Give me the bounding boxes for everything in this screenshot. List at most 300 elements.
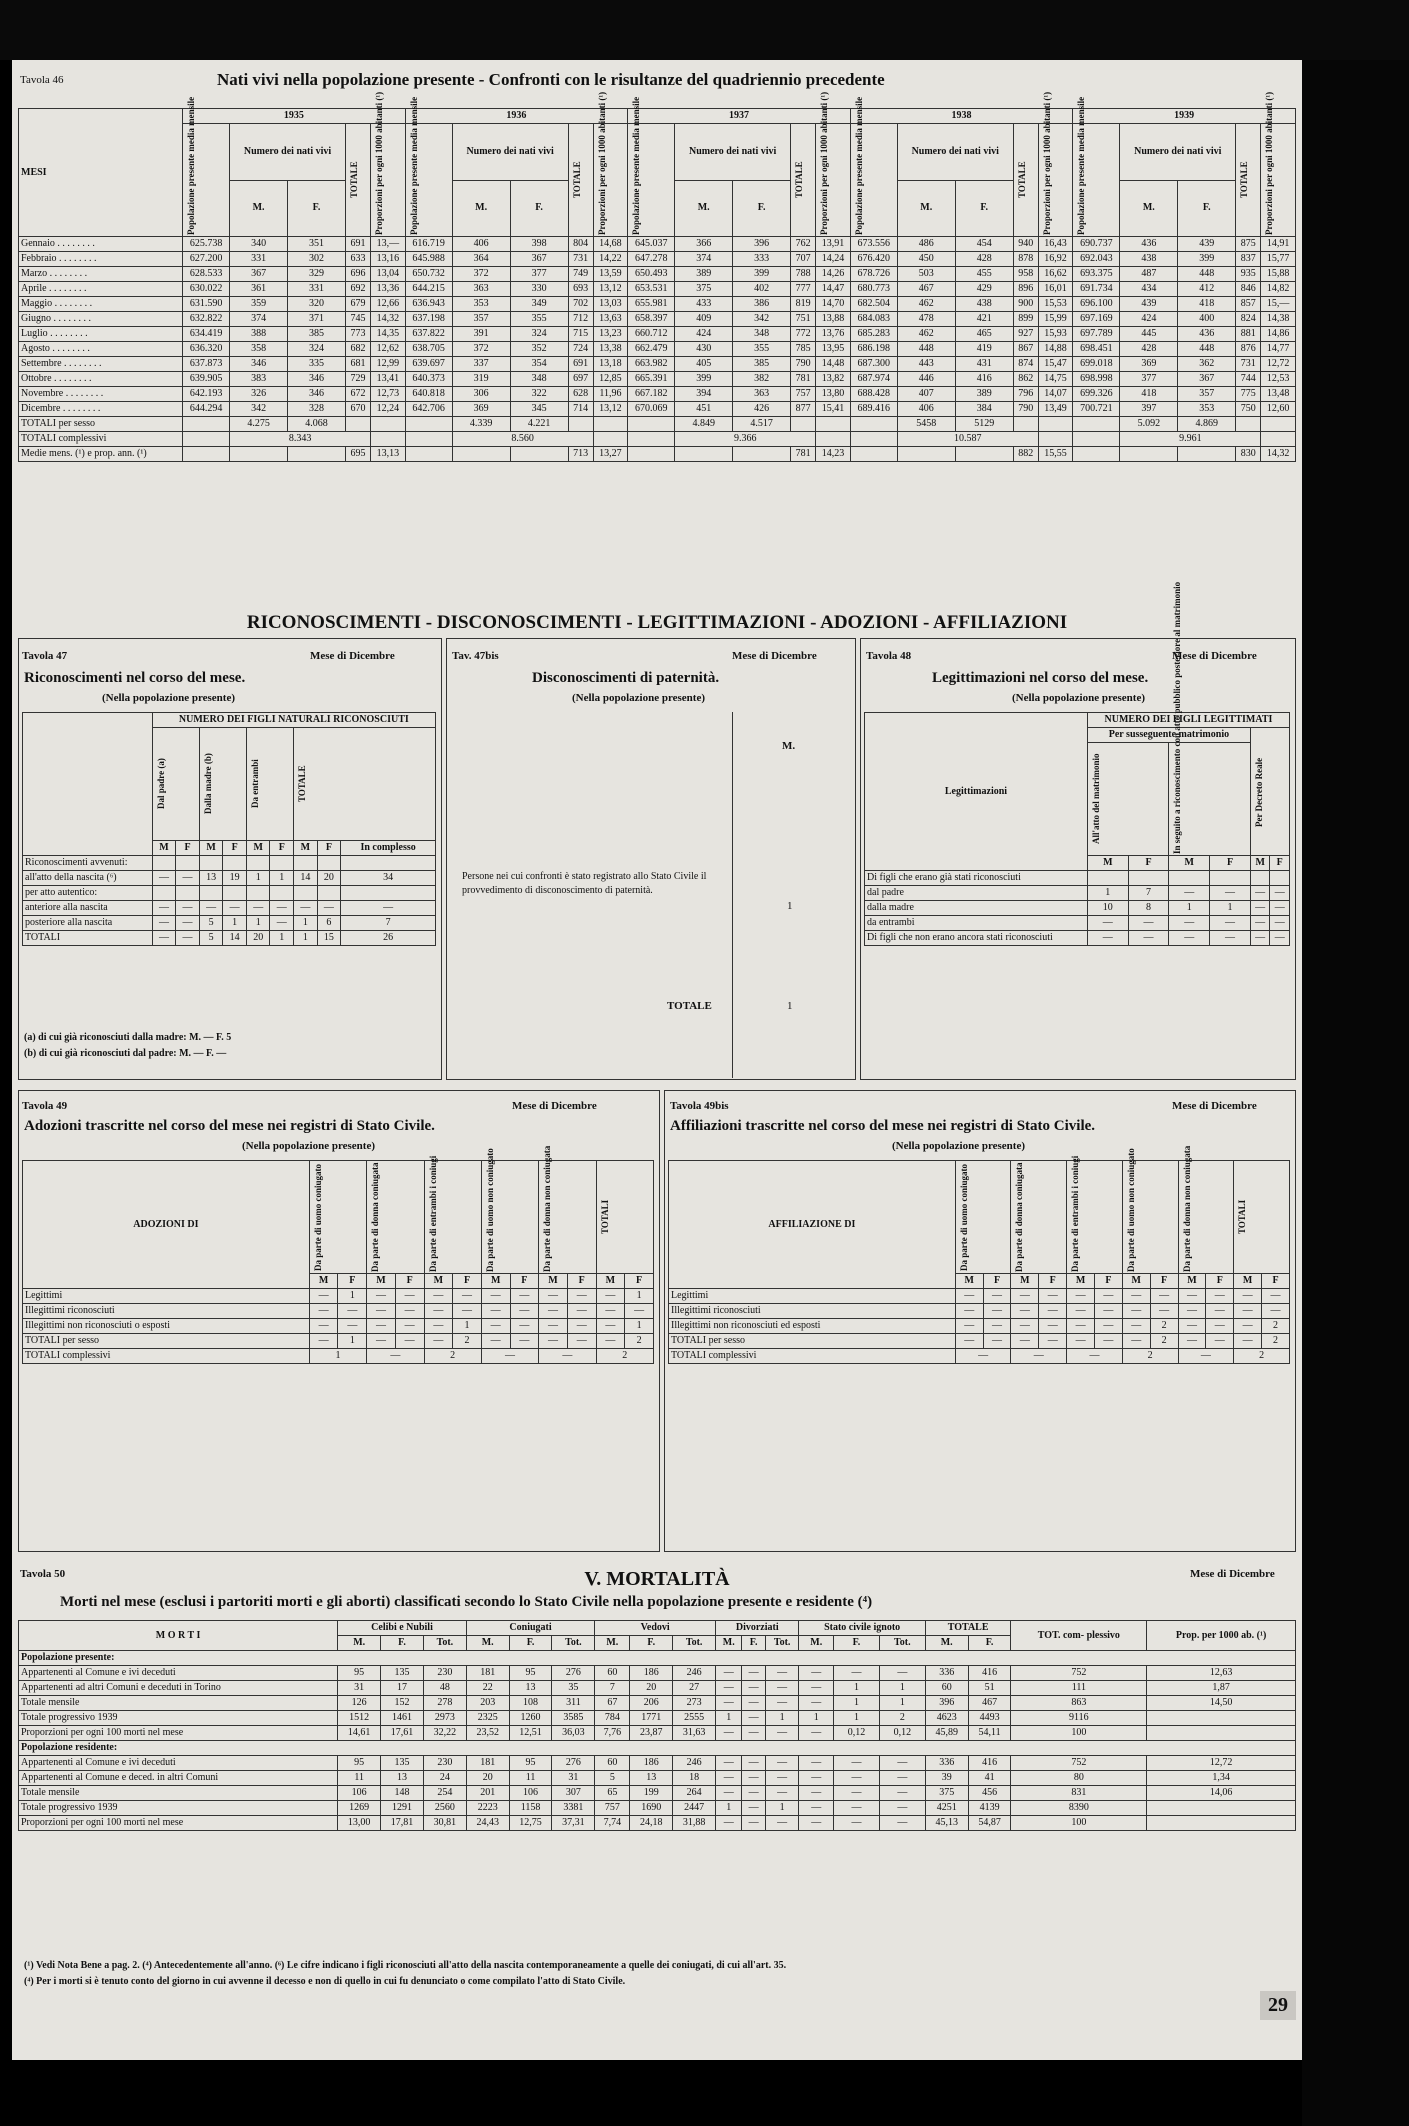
t49-row-label: TOTALI complessivi bbox=[23, 1349, 310, 1364]
t47-mf-3: F bbox=[223, 841, 247, 856]
t46-row bbox=[19, 312, 1296, 327]
t50-row-label: Proporzioni per ogni 100 morti nel mese bbox=[19, 1726, 338, 1741]
t50-mft-1: F. bbox=[381, 1636, 424, 1651]
t46-cell: 426 bbox=[733, 402, 791, 417]
t46-medie-prop: 13,27 bbox=[593, 447, 628, 462]
t46-cell: 13,49 bbox=[1038, 402, 1073, 417]
t50-cell: — bbox=[742, 1681, 765, 1696]
t46-cell: 397 bbox=[1120, 402, 1178, 417]
document-page bbox=[12, 60, 1302, 2060]
t49-cell: — bbox=[309, 1289, 338, 1304]
t46-cell: 691.734 bbox=[1073, 282, 1120, 297]
t46-cell: 342 bbox=[733, 312, 791, 327]
t49bis-cell: — bbox=[1234, 1334, 1262, 1349]
t49bis-cell: — bbox=[955, 1334, 983, 1349]
t47-note-b: (b) di cui già riconosciuti dal padre: M. — F. — bbox=[24, 1048, 227, 1059]
t46-cell: 13,36 bbox=[371, 282, 406, 297]
t46-prop-header bbox=[816, 91, 851, 237]
t50-table bbox=[18, 1620, 1296, 1831]
t46-cell: 697 bbox=[568, 372, 593, 387]
t46-cell: 340 bbox=[230, 237, 288, 252]
t46-cell: 698.998 bbox=[1073, 372, 1120, 387]
t46-cell: 702 bbox=[568, 297, 593, 312]
t50-cell: 13 bbox=[381, 1771, 424, 1786]
t46-cell: 394 bbox=[675, 387, 733, 402]
t47-cell bbox=[317, 886, 341, 901]
t49-row-label: TOTALI per sesso bbox=[23, 1334, 310, 1349]
t46-cell: 773 bbox=[345, 327, 370, 342]
t50-cell: 27 bbox=[673, 1681, 716, 1696]
t49-cell: — bbox=[309, 1304, 338, 1319]
t48-cell: — bbox=[1169, 916, 1210, 931]
t46-cell: 342 bbox=[230, 402, 288, 417]
t49-col-2 bbox=[424, 1155, 481, 1274]
t46-empty bbox=[850, 432, 897, 447]
t50-cell: 863 bbox=[1011, 1696, 1147, 1711]
t46-cell: 751 bbox=[791, 312, 816, 327]
t47-cell: — bbox=[176, 916, 200, 931]
t46-empty bbox=[955, 447, 1013, 462]
t49-mf-4: M bbox=[424, 1274, 453, 1289]
t50-mft-11: Tot. bbox=[765, 1636, 799, 1651]
t47-cell: — bbox=[270, 916, 294, 931]
t46-cell: 462 bbox=[897, 297, 955, 312]
t46-cell: 772 bbox=[791, 327, 816, 342]
t50-cell: — bbox=[742, 1696, 765, 1711]
t49-cell: — bbox=[309, 1334, 338, 1349]
t48-mf-4: M bbox=[1250, 856, 1270, 871]
t46-cell: 13,59 bbox=[593, 267, 628, 282]
t46-cell: 16,62 bbox=[1038, 267, 1073, 282]
t50-row-label: Appartenenti al Comune e ivi deceduti bbox=[19, 1666, 338, 1681]
t46-medie-mens: 830 bbox=[1236, 447, 1261, 462]
t46-cell: 636.943 bbox=[405, 297, 452, 312]
t46-cell: 638.705 bbox=[405, 342, 452, 357]
t50-cell: 106 bbox=[338, 1786, 381, 1801]
t49-cell: — bbox=[395, 1334, 424, 1349]
t50-mft-3: M. bbox=[466, 1636, 509, 1651]
t50-cell bbox=[1147, 1711, 1296, 1726]
t46-cell: 438 bbox=[955, 297, 1013, 312]
t48-cell bbox=[1270, 871, 1290, 886]
t46-cell: 881 bbox=[1236, 327, 1261, 342]
t46-cell: 724 bbox=[568, 342, 593, 357]
t46-cell: 322 bbox=[510, 387, 568, 402]
t46-cell: 687.974 bbox=[850, 372, 897, 387]
t49-col-3-text: Da parte di uomo non coniugato bbox=[484, 1148, 495, 1272]
t46-cell: 436 bbox=[1178, 327, 1236, 342]
t50-cell: 467 bbox=[968, 1696, 1011, 1711]
t46-cell: 12,72 bbox=[1261, 357, 1296, 372]
t47-cell bbox=[152, 886, 176, 901]
t46-cell: 642.193 bbox=[183, 387, 230, 402]
t46-cell: 330 bbox=[510, 282, 568, 297]
t50-cell: 336 bbox=[925, 1756, 968, 1771]
t50-row-label: Totale progressivo 1939 bbox=[19, 1711, 338, 1726]
t48-cell: 1 bbox=[1210, 901, 1251, 916]
t50-group-2: Vedovi bbox=[595, 1621, 716, 1636]
t50-cell: 60 bbox=[595, 1666, 630, 1681]
t46-cell: 462 bbox=[897, 327, 955, 342]
t49bis-mf-2: M bbox=[1011, 1274, 1039, 1289]
t46-cell: 398 bbox=[510, 237, 568, 252]
t50-cell: — bbox=[799, 1666, 834, 1681]
t46-cell: 399 bbox=[733, 267, 791, 282]
t50-cell: 1690 bbox=[630, 1801, 673, 1816]
t46-cell: 715 bbox=[568, 327, 593, 342]
t50-cell: 95 bbox=[338, 1756, 381, 1771]
t46-cell: 319 bbox=[452, 372, 510, 387]
t46-empty bbox=[1236, 417, 1261, 432]
t48-row-label: da entrambi bbox=[865, 916, 1088, 931]
t46-cell: 676.420 bbox=[850, 252, 897, 267]
t46-cell: 384 bbox=[955, 402, 1013, 417]
t50-mft-5: Tot. bbox=[552, 1636, 595, 1651]
t47-cell: 1 bbox=[270, 871, 294, 886]
t49bis-col-5-text: TOTALI bbox=[1237, 1199, 1248, 1235]
t49bis-title: Affiliazioni trascritte nel corso del mese nei registri di Stato Civile. bbox=[670, 1118, 1096, 1134]
t50-cell: 181 bbox=[466, 1756, 509, 1771]
t50-cell: 186 bbox=[630, 1756, 673, 1771]
t48-subtitle: (Nella popolazione presente) bbox=[1012, 692, 1146, 704]
t46-tot-compl: 9.961 bbox=[1120, 432, 1261, 447]
t49-mf-11: F bbox=[625, 1274, 654, 1289]
t49bis-cell: — bbox=[1178, 1334, 1206, 1349]
t46-tot-sesso-f: 4.869 bbox=[1178, 417, 1236, 432]
t50-cell: — bbox=[799, 1681, 834, 1696]
t48-cell: — bbox=[1087, 931, 1128, 946]
t50-mft-15: M. bbox=[925, 1636, 968, 1651]
t46-cell: 749 bbox=[568, 267, 593, 282]
t50-cell: 2 bbox=[879, 1711, 925, 1726]
t50-cell: 0,12 bbox=[834, 1726, 880, 1741]
t46-cell: 697.169 bbox=[1073, 312, 1120, 327]
t46-cell: 13,12 bbox=[593, 402, 628, 417]
t50-cell: 13 bbox=[630, 1771, 673, 1786]
t49bis-col-4 bbox=[1178, 1145, 1234, 1274]
t47-cell: — bbox=[317, 901, 341, 916]
t49bis-mf-4: M bbox=[1067, 1274, 1095, 1289]
t48-mf-1: F bbox=[1128, 856, 1169, 871]
t46-pop-header bbox=[1073, 96, 1120, 237]
t47-col-2-text: Da entrambi bbox=[249, 759, 260, 809]
t50-cell: 1 bbox=[716, 1711, 742, 1726]
t47-cell: — bbox=[294, 901, 318, 916]
t46-cell: 692.043 bbox=[1073, 252, 1120, 267]
t49bis-cell: — bbox=[1262, 1289, 1290, 1304]
t46-cell: 424 bbox=[1120, 312, 1178, 327]
t46-row bbox=[19, 387, 1296, 402]
t50-cell: 11 bbox=[509, 1771, 552, 1786]
t50-cell: 100 bbox=[1011, 1726, 1147, 1741]
t50-cell: 7,74 bbox=[595, 1816, 630, 1831]
t49-col-5 bbox=[596, 1161, 653, 1274]
t49bis-col-1-text: Da parte di donna coniugata bbox=[1014, 1162, 1025, 1272]
t46-cell: 12,73 bbox=[371, 387, 406, 402]
t50-cell: 12,72 bbox=[1147, 1756, 1296, 1771]
t46-cell: 362 bbox=[1178, 357, 1236, 372]
t46-cell: 678.726 bbox=[850, 267, 897, 282]
t50-cell: 22 bbox=[466, 1681, 509, 1696]
t50-cell: — bbox=[716, 1666, 742, 1681]
t49-cell: 2 bbox=[453, 1334, 482, 1349]
t46-cell: 13,18 bbox=[593, 357, 628, 372]
t49bis-cell: — bbox=[1011, 1349, 1067, 1364]
t47-cell: 26 bbox=[341, 931, 436, 946]
t46-prop-header bbox=[371, 91, 406, 237]
t49-cell: — bbox=[481, 1334, 510, 1349]
t48-mf-3: F bbox=[1210, 856, 1251, 871]
t46-cell: 357 bbox=[1178, 387, 1236, 402]
t46-f-header: F. bbox=[733, 180, 791, 237]
t46-cell: 446 bbox=[897, 372, 955, 387]
band-title: RICONOSCIMENTI - DISCONOSCIMENTI - LEGITTIMAZIONI - ADOZIONI - AFFILIAZIONI bbox=[246, 612, 1068, 633]
t46-title: Nati vivi nella popolazione presente - Confronti con le risultanze del quadriennio precedente bbox=[217, 70, 885, 89]
t50-row-label: Appartenenti al Comune e deced. in altri Comuni bbox=[19, 1771, 338, 1786]
t50-cell: 2447 bbox=[673, 1801, 716, 1816]
t49bis-row-label: Illegittimi riconosciuti bbox=[669, 1304, 956, 1319]
t49-cell: 1 bbox=[625, 1289, 654, 1304]
t47-label: Tavola 47 bbox=[22, 650, 68, 662]
t49-cell: — bbox=[539, 1304, 568, 1319]
t46-cell: 630.022 bbox=[183, 282, 230, 297]
t50-cell: 31,88 bbox=[673, 1816, 716, 1831]
t50-cell: 278 bbox=[423, 1696, 466, 1711]
t47-cell: 13 bbox=[199, 871, 223, 886]
t46-cell: 424 bbox=[675, 327, 733, 342]
t46-cell: 631.590 bbox=[183, 297, 230, 312]
t46-tot-compl: 9.366 bbox=[675, 432, 816, 447]
t46-cell: 662.479 bbox=[628, 342, 675, 357]
t47-subtitle: (Nella popolazione presente) bbox=[102, 692, 236, 704]
t47bis-val: 1 bbox=[787, 900, 793, 912]
t49bis-mf-0: M bbox=[955, 1274, 983, 1289]
t46-cell: 400 bbox=[1178, 312, 1236, 327]
t50-cell: — bbox=[716, 1816, 742, 1831]
t46-cell: 637.873 bbox=[183, 357, 230, 372]
t47-cell: 5 bbox=[199, 931, 223, 946]
t46-pop-header-text: Popolazione presente media mensile bbox=[408, 96, 419, 235]
t46-year-1935: 1935 bbox=[183, 109, 406, 124]
t46-cell: 686.198 bbox=[850, 342, 897, 357]
t46-cell: 13,04 bbox=[371, 267, 406, 282]
t46-cell: 13,95 bbox=[816, 342, 851, 357]
t46-year-1938: 1938 bbox=[850, 109, 1073, 124]
page-number: 29 bbox=[1260, 1991, 1296, 2020]
t46-cell: 465 bbox=[955, 327, 1013, 342]
t46-cell: 416 bbox=[955, 372, 1013, 387]
t46-cell: 693 bbox=[568, 282, 593, 297]
t47-cell bbox=[199, 886, 223, 901]
t46-cell: 647.278 bbox=[628, 252, 675, 267]
t49bis-cell: — bbox=[1206, 1289, 1234, 1304]
t46-m-header: M. bbox=[1120, 180, 1178, 237]
t47-cell: 34 bbox=[341, 871, 436, 886]
t46-empty bbox=[510, 447, 568, 462]
t48-cell: — bbox=[1128, 931, 1169, 946]
t46-cell: 645.988 bbox=[405, 252, 452, 267]
t46-empty bbox=[897, 447, 955, 462]
t50-cell: 757 bbox=[595, 1801, 630, 1816]
t46-cell: 438 bbox=[1120, 252, 1178, 267]
t46-prop-header-text: Proporzioni per ogni 1000 abitanti (¹) bbox=[1264, 91, 1275, 235]
t46-cell: 700.721 bbox=[1073, 402, 1120, 417]
t50-cell: 1 bbox=[765, 1801, 799, 1816]
t47-group: NUMERO DEI FIGLI NATURALI RICONOSCIUTI bbox=[152, 713, 435, 728]
t50-cell: — bbox=[742, 1801, 765, 1816]
t50-mft-14: Tot. bbox=[879, 1636, 925, 1651]
t46-cell: 421 bbox=[955, 312, 1013, 327]
t50-cell: 8390 bbox=[1011, 1801, 1147, 1816]
t46-cell: 16,43 bbox=[1038, 237, 1073, 252]
t46-cell: 13,38 bbox=[593, 342, 628, 357]
t48-cell: — bbox=[1169, 886, 1210, 901]
t47-cell bbox=[246, 856, 270, 871]
t50-cell: — bbox=[879, 1756, 925, 1771]
t46-cell: 375 bbox=[675, 282, 733, 297]
t50-cell: 784 bbox=[595, 1711, 630, 1726]
t48-cell bbox=[1128, 871, 1169, 886]
t50-cell: — bbox=[765, 1816, 799, 1831]
t46-cell: 431 bbox=[955, 357, 1013, 372]
t46-empty bbox=[405, 432, 452, 447]
t46-prop-header-text: Proporzioni per ogni 1000 abitanti (¹) bbox=[596, 91, 607, 235]
t49-cell: — bbox=[510, 1319, 539, 1334]
t50-cell: — bbox=[716, 1771, 742, 1786]
t50-mft-0: M. bbox=[338, 1636, 381, 1651]
t46-cell: 16,92 bbox=[1038, 252, 1073, 267]
t47-cell: 1 bbox=[294, 916, 318, 931]
t46-empty bbox=[1261, 432, 1296, 447]
t49bis-cell: — bbox=[1039, 1319, 1067, 1334]
t47-cell bbox=[270, 886, 294, 901]
t47-col-0 bbox=[152, 728, 199, 841]
t46-cell: 699.018 bbox=[1073, 357, 1120, 372]
t46-cell: 399 bbox=[675, 372, 733, 387]
t46-cell: 650.732 bbox=[405, 267, 452, 282]
t49bis-cell: 2 bbox=[1234, 1349, 1290, 1364]
t46-cell: 430 bbox=[675, 342, 733, 357]
t48-cell: — bbox=[1210, 931, 1251, 946]
t50-cell: 246 bbox=[673, 1666, 716, 1681]
t46-cell: 625.738 bbox=[183, 237, 230, 252]
t47-cell bbox=[176, 886, 200, 901]
t46-tot-sesso-m: 5.092 bbox=[1120, 417, 1178, 432]
t47-cell: 19 bbox=[223, 871, 247, 886]
t50-cell: 135 bbox=[381, 1756, 424, 1771]
t49bis-cell: 2 bbox=[1262, 1334, 1290, 1349]
t50-cell: 752 bbox=[1011, 1756, 1147, 1771]
t50-cell: 3381 bbox=[552, 1801, 595, 1816]
t49-cell: — bbox=[424, 1304, 453, 1319]
t49-cell: — bbox=[424, 1319, 453, 1334]
t46-cell: 627.200 bbox=[183, 252, 230, 267]
t49-label: Tavola 49 bbox=[22, 1100, 68, 1112]
t46-cell: 899 bbox=[1013, 312, 1038, 327]
t49-col-3 bbox=[481, 1148, 538, 1274]
t46-cell: 377 bbox=[510, 267, 568, 282]
t49-cell: — bbox=[596, 1304, 625, 1319]
t49bis-cell: 2 bbox=[1150, 1319, 1178, 1334]
t50-mft-2: Tot. bbox=[423, 1636, 466, 1651]
t49-cell: — bbox=[510, 1289, 539, 1304]
t48-row-label: dalla madre bbox=[865, 901, 1088, 916]
t50-cell: 264 bbox=[673, 1786, 716, 1801]
t49bis-cell: — bbox=[983, 1289, 1011, 1304]
t46-tot-header-text: TOTALE bbox=[1239, 161, 1250, 199]
t50-cell: — bbox=[879, 1786, 925, 1801]
t49-cell: — bbox=[539, 1334, 568, 1349]
t46-month: Agosto . . . . . . . . bbox=[19, 342, 183, 357]
t47-row-label: posteriore alla nascita bbox=[23, 916, 153, 931]
t50-group-4: Stato civile ignoto bbox=[799, 1621, 925, 1636]
t47-cell bbox=[246, 886, 270, 901]
t46-cell: 14,68 bbox=[593, 237, 628, 252]
t46-row bbox=[19, 252, 1296, 267]
t49bis-col-4-text: Da parte di donna non coniugata bbox=[1181, 1145, 1192, 1272]
t50-cell: — bbox=[799, 1756, 834, 1771]
t46-pop-header-text: Popolazione presente media mensile bbox=[186, 96, 197, 235]
t46-cell: 399 bbox=[1178, 252, 1236, 267]
t46-cell: 796 bbox=[1013, 387, 1038, 402]
t49-cell: — bbox=[539, 1319, 568, 1334]
t46-cell: 689.416 bbox=[850, 402, 897, 417]
t46-cell: 455 bbox=[955, 267, 1013, 282]
t50-cell: 307 bbox=[552, 1786, 595, 1801]
t46-tot-compl-label: TOTALI complessivi bbox=[19, 432, 183, 447]
t46-cell: 382 bbox=[733, 372, 791, 387]
t50-cell: — bbox=[765, 1771, 799, 1786]
t46-pop-header-text: Popolazione presente media mensile bbox=[631, 96, 642, 235]
t46-empty bbox=[1073, 447, 1120, 462]
t46-medie-mens: 695 bbox=[345, 447, 370, 462]
t50-cell: 7,76 bbox=[595, 1726, 630, 1741]
t49-cell: 1 bbox=[309, 1349, 366, 1364]
t48-cell bbox=[1169, 871, 1210, 886]
t50-cell: — bbox=[765, 1681, 799, 1696]
t46-cell: 729 bbox=[345, 372, 370, 387]
t49bis-cell: — bbox=[1262, 1304, 1290, 1319]
t50-cell: 1,87 bbox=[1147, 1681, 1296, 1696]
t46-cell: 690.737 bbox=[1073, 237, 1120, 252]
t49-cell: — bbox=[625, 1304, 654, 1319]
t46-cell: 448 bbox=[897, 342, 955, 357]
t47-row-label: TOTALI bbox=[23, 931, 153, 946]
t50-title: Morti nel mese (esclusi i partoriti morti e gli aborti) classificati secondo lo Stato Civile nella popolazione presente e residente (⁴) bbox=[60, 1594, 873, 1610]
t50-cell: 12,51 bbox=[509, 1726, 552, 1741]
t46-cell: 503 bbox=[897, 267, 955, 282]
t46-tot-header bbox=[1236, 124, 1261, 237]
t49bis-cell: — bbox=[1122, 1304, 1150, 1319]
t49-cell: 1 bbox=[453, 1319, 482, 1334]
t46-medie-mens: 781 bbox=[791, 447, 816, 462]
t50-label: Tavola 50 bbox=[20, 1568, 66, 1580]
t46-medie-prop: 14,23 bbox=[816, 447, 851, 462]
t50-cell: 17 bbox=[381, 1681, 424, 1696]
t50-cell: 1,34 bbox=[1147, 1771, 1296, 1786]
t46-cell: 337 bbox=[452, 357, 510, 372]
t50-cell: — bbox=[834, 1771, 880, 1786]
t49bis-cell: — bbox=[1094, 1319, 1122, 1334]
t46-cell: 663.982 bbox=[628, 357, 675, 372]
t46-empty bbox=[1073, 432, 1120, 447]
t49-cell: — bbox=[367, 1289, 396, 1304]
t46-cell: 640.373 bbox=[405, 372, 452, 387]
t46-cell: 13,91 bbox=[816, 237, 851, 252]
t46-year-1939: 1939 bbox=[1073, 109, 1296, 124]
t49bis-cell: — bbox=[955, 1349, 1011, 1364]
t46-cell: 644.215 bbox=[405, 282, 452, 297]
